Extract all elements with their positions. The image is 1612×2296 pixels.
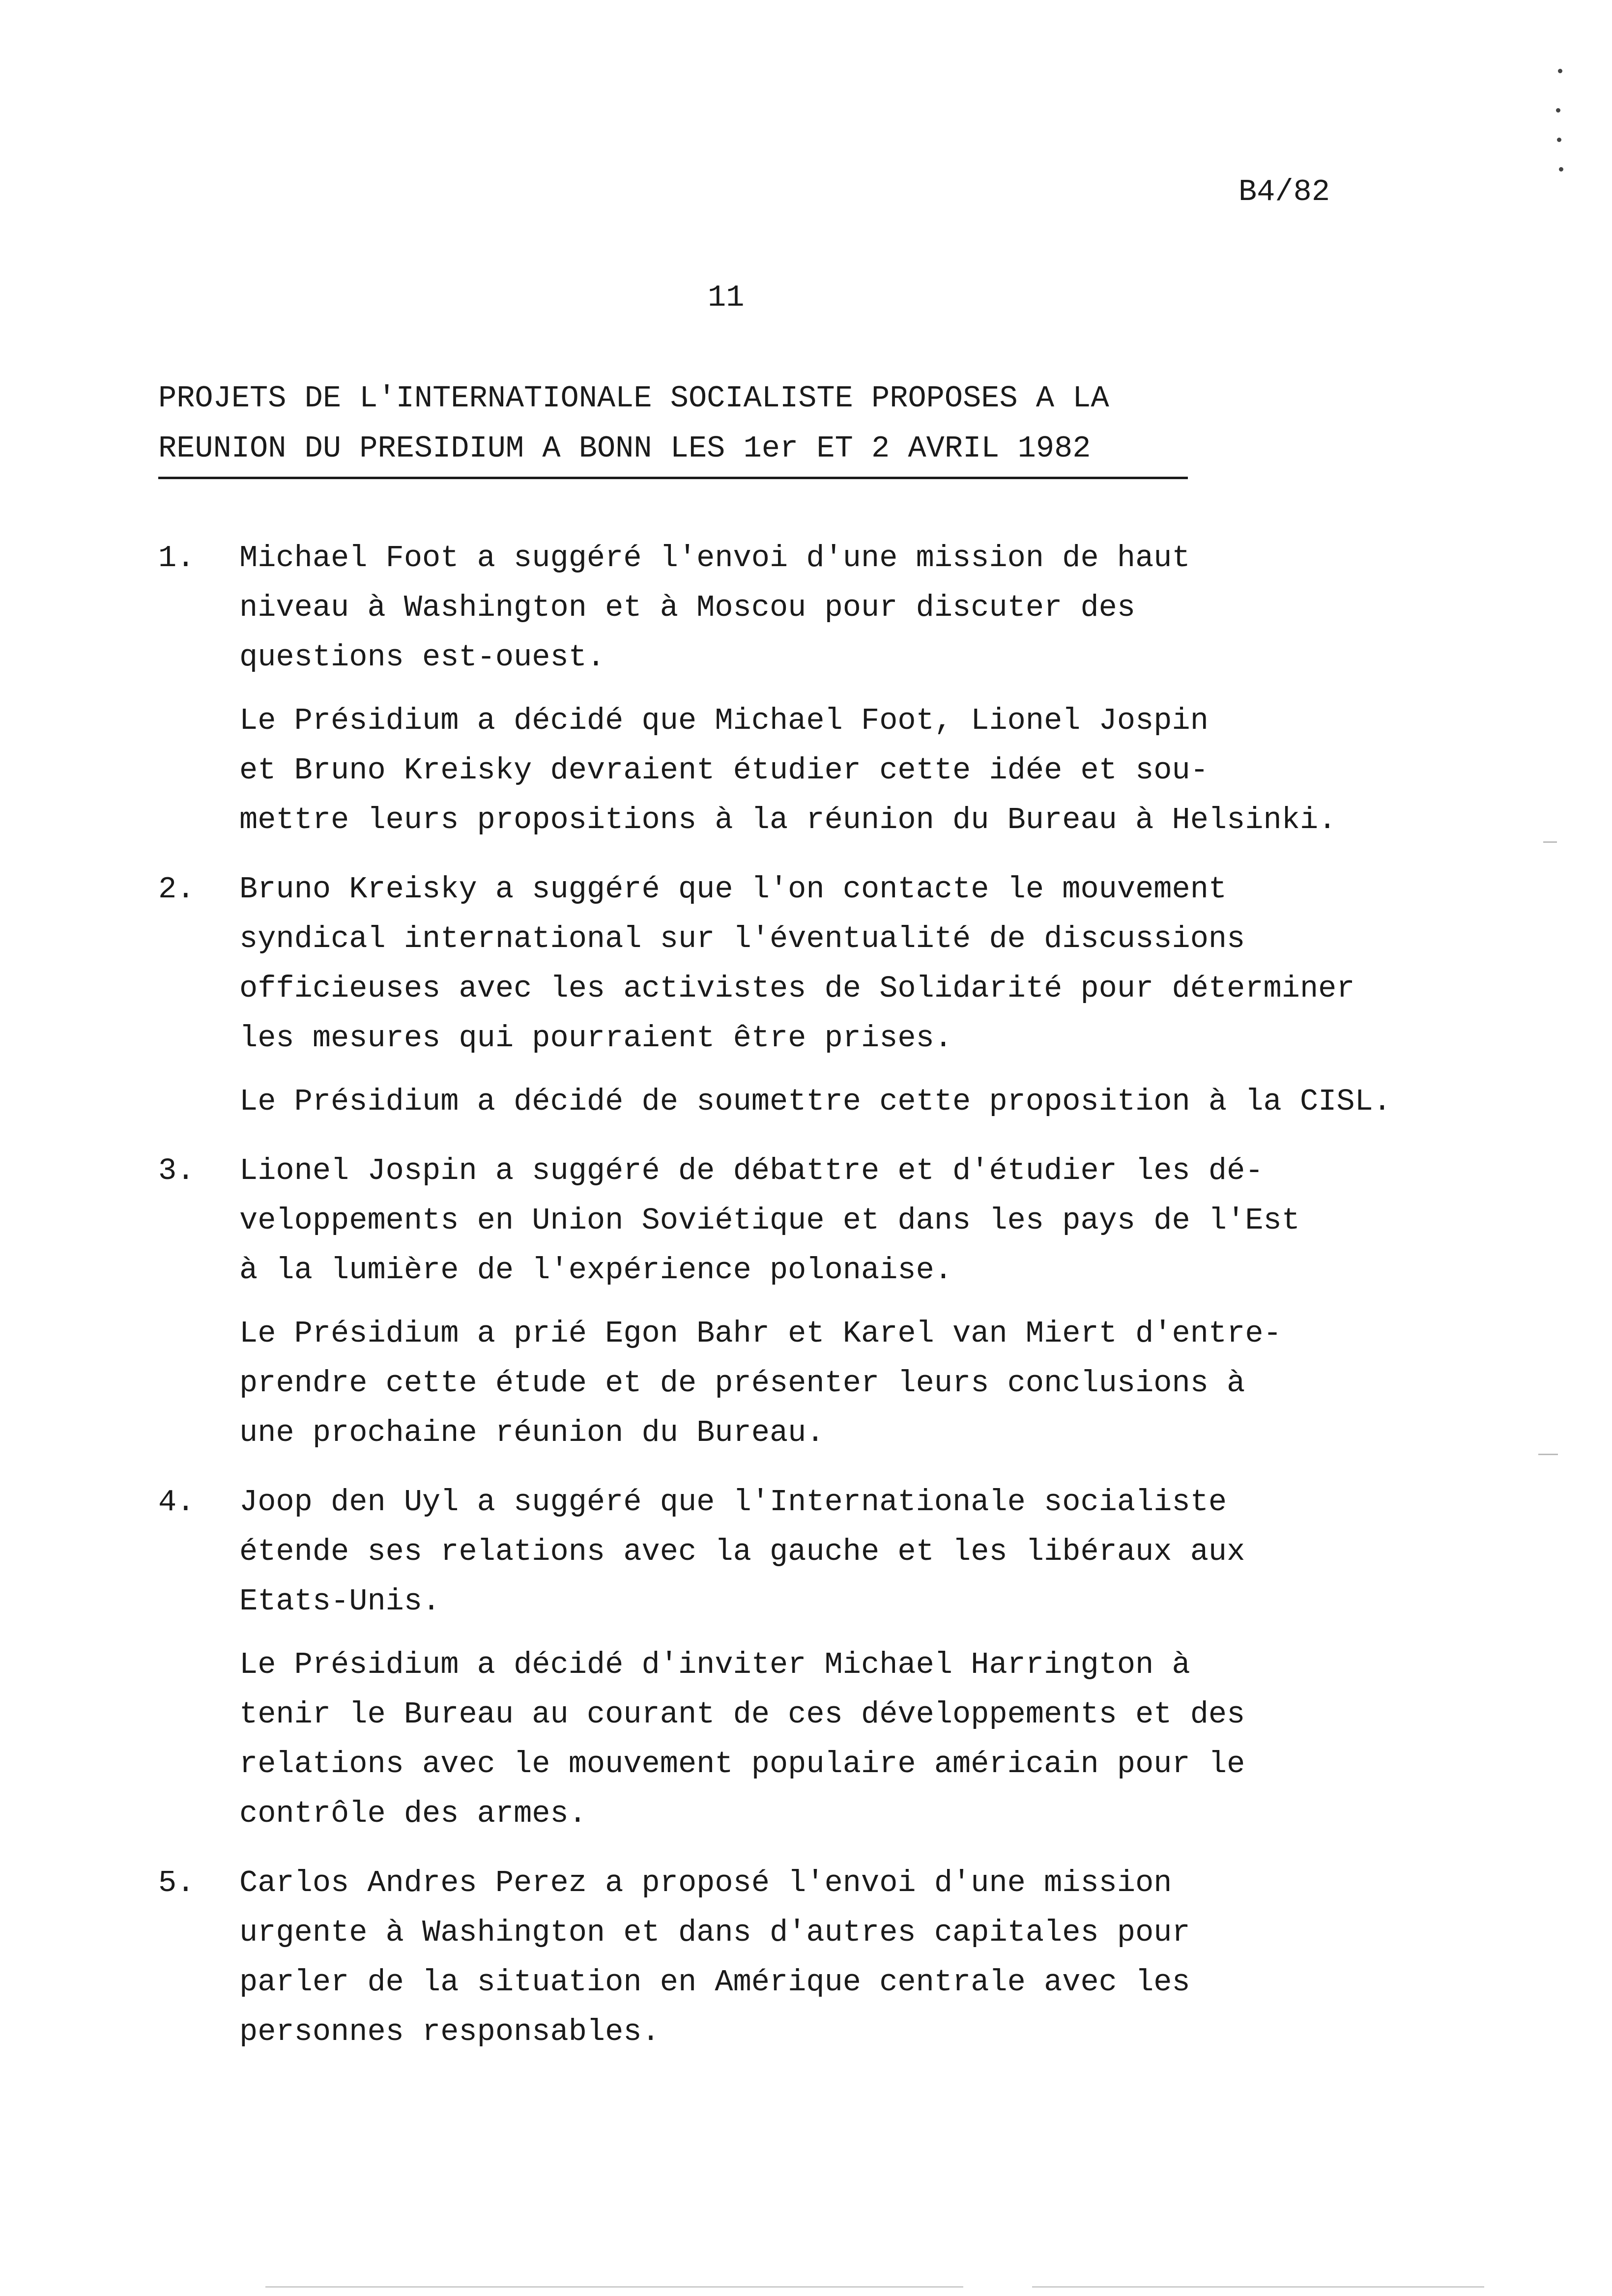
text-line: personnes responsables. (239, 2014, 660, 2049)
text-line: questions est-ouest. (239, 640, 605, 675)
margin-mark (1543, 841, 1557, 843)
text-line: contrôle des armes. (239, 1796, 587, 1831)
text-line: Le Présidium a décidé de soumettre cette proposition à la CISL. (239, 1084, 1391, 1119)
text-line: officieuses avec les activistes de Solidarité pour déterminer (239, 971, 1355, 1006)
text-line: Joop den Uyl a suggéré que l'Internationale socialiste (239, 1485, 1227, 1520)
list-item (158, 1146, 1515, 1458)
text-line: Michael Foot a suggéré l'envoi d'une mission de haut (239, 541, 1190, 575)
list-item (158, 1477, 1515, 1838)
bottom-edge-line (265, 2286, 963, 2288)
text-line: Le Présidium a décidé que Michael Foot, Lionel Jospin (239, 703, 1209, 738)
text-line: prendre cette étude et de présenter leurs conclusions à (239, 1366, 1245, 1401)
title-line: PROJETS DE L'INTERNATIONALE SOCIALISTE PROPOSES A LA (158, 381, 1109, 416)
bottom-edge-line (1032, 2286, 1484, 2288)
text-line: niveau à Washington et à Moscou pour discuter des (239, 590, 1136, 625)
item-paragraph (239, 1640, 1515, 1838)
text-line: Le Présidium a décidé d'inviter Michael Harrington à (239, 1647, 1190, 1682)
text-line: Carlos Andres Perez a proposé l'envoi d'une mission (239, 1866, 1172, 1900)
text-line: parler de la situation en Amérique centrale avec les (239, 1965, 1190, 2000)
text-line: syndical international sur l'éventualité de discussions (239, 921, 1245, 956)
item-number: 4. (158, 1485, 195, 1520)
item-paragraph (239, 1477, 1515, 1626)
item-paragraph (239, 864, 1515, 1063)
text-line: tenir le Bureau au courant de ces développements et des (239, 1697, 1245, 1732)
text-line: Bruno Kreisky a suggéré que l'on contacte le mouvement (239, 872, 1227, 907)
margin-mark (1538, 1454, 1558, 1455)
item-paragraph (239, 1146, 1515, 1295)
document-title (158, 373, 1239, 474)
list-item (158, 533, 1515, 845)
list-item (158, 864, 1515, 1126)
text-line: relations avec le mouvement populaire américain pour le (239, 1747, 1245, 1781)
item-paragraph (239, 1858, 1515, 2057)
page-number: 11 (708, 280, 745, 315)
text-line: étende ses relations avec la gauche et les libéraux aux (239, 1534, 1245, 1569)
text-line: à la lumière de l'expérience polonaise. (239, 1253, 953, 1288)
text-line: mettre leurs propositions à la réunion du Bureau à Helsinki. (239, 803, 1337, 837)
title-underline (158, 477, 1188, 479)
item-number: 5. (158, 1866, 195, 1900)
text-line: et Bruno Kreisky devraient étudier cette idée et sou- (239, 753, 1209, 788)
text-line: urgente à Washington et dans d'autres capitales pour (239, 1915, 1190, 1950)
text-line: Etats-Unis. (239, 1584, 441, 1619)
text-line: Lionel Jospin a suggéré de débattre et d'étudier les dé- (239, 1153, 1264, 1188)
item-paragraph (239, 533, 1515, 682)
text-line: Le Présidium a prié Egon Bahr et Karel van Miert d'entre- (239, 1316, 1282, 1351)
item-paragraph (239, 696, 1515, 845)
text-line: veloppements en Union Soviétique et dans les pays de l'Est (239, 1203, 1300, 1238)
text-line: les mesures qui pourraient être prises. (239, 1021, 953, 1056)
item-paragraph (239, 1077, 1515, 1126)
list-item (158, 1858, 1515, 2057)
item-number: 3. (158, 1153, 195, 1188)
item-number: 1. (158, 541, 195, 575)
item-list (158, 533, 1515, 2076)
item-number: 2. (158, 872, 195, 907)
text-line: une prochaine réunion du Bureau. (239, 1415, 825, 1450)
title-line: REUNION DU PRESIDIUM A BONN LES 1er ET 2 AVRIL 1982 (158, 431, 1091, 466)
item-paragraph (239, 1309, 1515, 1458)
document-reference: B4/82 (1238, 174, 1330, 209)
